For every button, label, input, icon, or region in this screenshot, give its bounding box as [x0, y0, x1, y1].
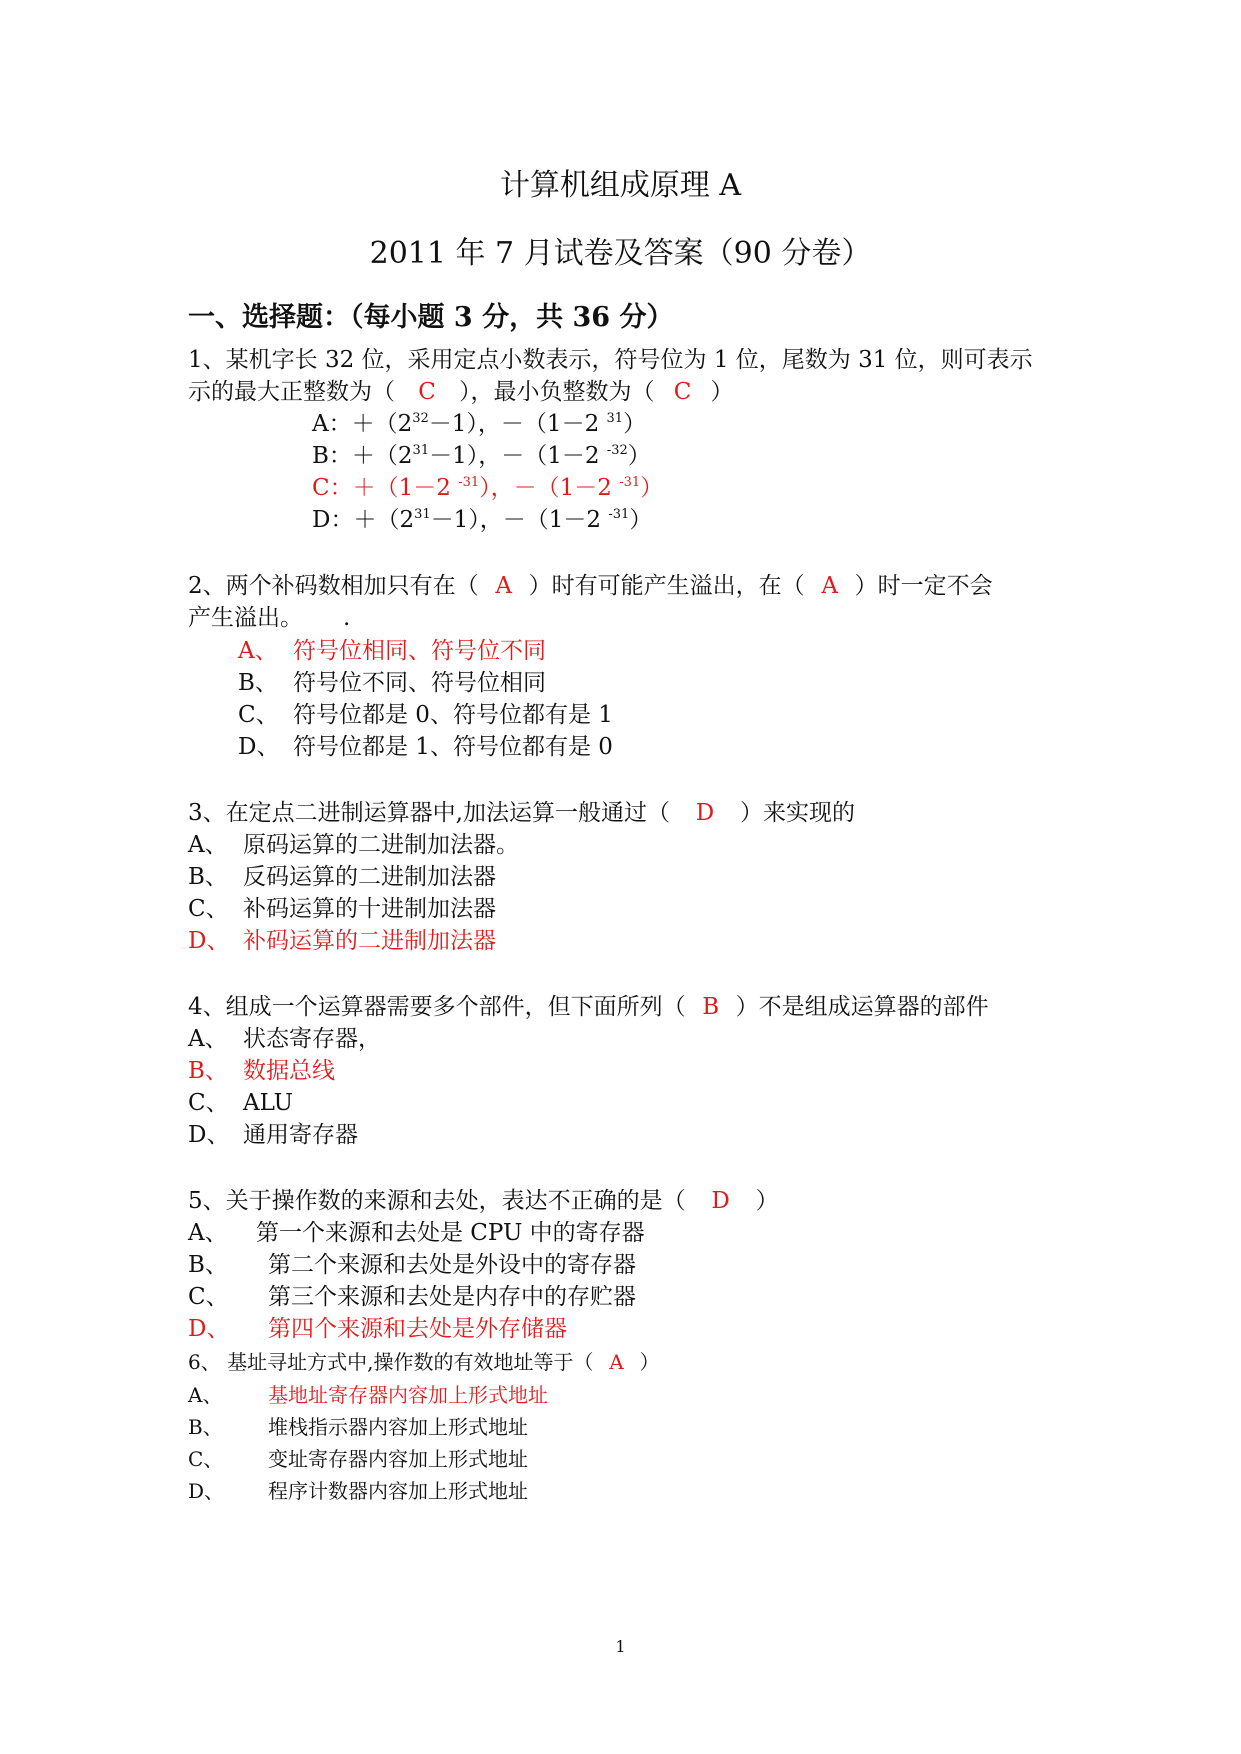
exponent: -31 [608, 507, 630, 522]
q4-stem: 4、组成一个运算器需要多个部件，但下面所列（ B ）不是组成运算器的部件 [188, 994, 989, 1020]
exponent: -32 [606, 443, 628, 458]
q5-answer: D [711, 1188, 730, 1214]
exponent: 31 [606, 411, 624, 426]
q3-option-c: C、 补码运算的十进制加法器 [188, 896, 496, 922]
document-title: 计算机组成原理 A [499, 168, 742, 203]
q2-answer-2: A [821, 573, 838, 599]
q2-option-c: C、 符号位都是 0、符号位都有是 1 [238, 702, 613, 728]
exponent: 31 [414, 507, 431, 522]
page-number: 1 [615, 1637, 626, 1656]
q4-option-a: A、 状态寄存器， [188, 1026, 381, 1052]
q3-stem: 3、在定点二进制运算器中,加法运算一般通过（ D ）来实现的 [188, 800, 855, 826]
q2-stem-line2: 产生溢出。 . [188, 605, 351, 631]
q1-text-a: 示的最大正整数为（ [188, 379, 395, 405]
q3-option-d-correct: D、 补码运算的二进制加法器 [188, 928, 496, 954]
q6-option-b: B、 堆栈指示器内容加上形式地址 [188, 1415, 528, 1439]
q6-stem: 6、 基址寻址方式中,操作数的有效地址等于（ A ） [188, 1347, 659, 1377]
q2-option-d: D、 符号位都是 1、符号位都有是 0 [238, 734, 613, 760]
q1-option-b: B：$+(2^{31}-1)$，－（1－2 $^{-32}$） [312, 443, 651, 469]
exponent: 31 [412, 443, 430, 458]
exponent: -31 [619, 475, 641, 490]
q1-option-c-correct: C：＋（1－2 $^{-31}$），－（1－2 $^{-31}$） [312, 475, 664, 501]
q5-option-c: C、 第三个来源和去处是内存中的存贮器 [188, 1284, 636, 1310]
q6-answer: A [609, 1350, 624, 1374]
exponent: -31 [458, 475, 480, 490]
q3-option-a: A、 原码运算的二进制加法器。 [188, 832, 519, 858]
q2-option-a-correct: A、 符号位相同、符号位不同 [238, 638, 546, 664]
q4-answer: B [702, 994, 720, 1020]
q2-answer-1: A [495, 573, 512, 599]
document-subtitle: 2011 年 7 月试卷及答案（90 分卷） [369, 236, 872, 271]
q5-option-b: B、 第二个来源和去处是外设中的寄存器 [188, 1252, 636, 1278]
q6-option-d: D、 程序计数器内容加上形式地址 [188, 1479, 528, 1503]
q5-stem: 5、关于操作数的来源和去处，表达不正确的是（ D ） [188, 1188, 779, 1214]
q1-text-c: ） [710, 379, 734, 405]
q4-option-d: D、 通用寄存器 [188, 1122, 358, 1148]
q4-option-c: C、 ALU [188, 1090, 294, 1116]
q1-answer-1: C [418, 379, 436, 405]
q2-stem-line1: 2、两个补码数相加只有在（ A ）时有可能产生溢出，在（ A ）时一定不会 [188, 573, 993, 599]
q1-option-d: D：$+(2^{31}-1)$，－（1－2 $^{-31}$） [312, 507, 653, 533]
q6-option-a-correct: A、 基地址寄存器内容加上形式地址 [188, 1383, 548, 1407]
q1-stem-line1: 1、某机字长 32 位，采用定点小数表示，符号位为 1 位，尾数为 31 位，则可表示 [188, 347, 1033, 373]
exponent: 32 [412, 411, 429, 426]
q5-option-a: A、 第一个来源和去处是 CPU 中的寄存器 [188, 1220, 645, 1246]
q4-option-b-correct: B、 数据总线 [188, 1058, 335, 1084]
q3-option-b: B、 反码运算的二进制加法器 [188, 864, 496, 890]
q1-stem-line2 [188, 377, 734, 407]
q1-text-b: ），最小负整数为（ [459, 379, 655, 405]
section-heading: 一、选择题：（每小题 3 分，共 36 分） [188, 302, 674, 333]
q6-option-c: C、 变址寄存器内容加上形式地址 [188, 1447, 528, 1471]
q3-answer: D [695, 800, 715, 826]
q1-answer-2: C [673, 379, 692, 405]
stray-dot: . [343, 605, 351, 631]
q1-option-a: A：$+(2^{32}-1)$，－（1－2 $^{31}$） [312, 411, 647, 437]
q2-option-b: B、 符号位不同、符号位相同 [238, 670, 546, 696]
q5-option-d-correct: D、 第四个来源和去处是外存储器 [188, 1316, 567, 1342]
